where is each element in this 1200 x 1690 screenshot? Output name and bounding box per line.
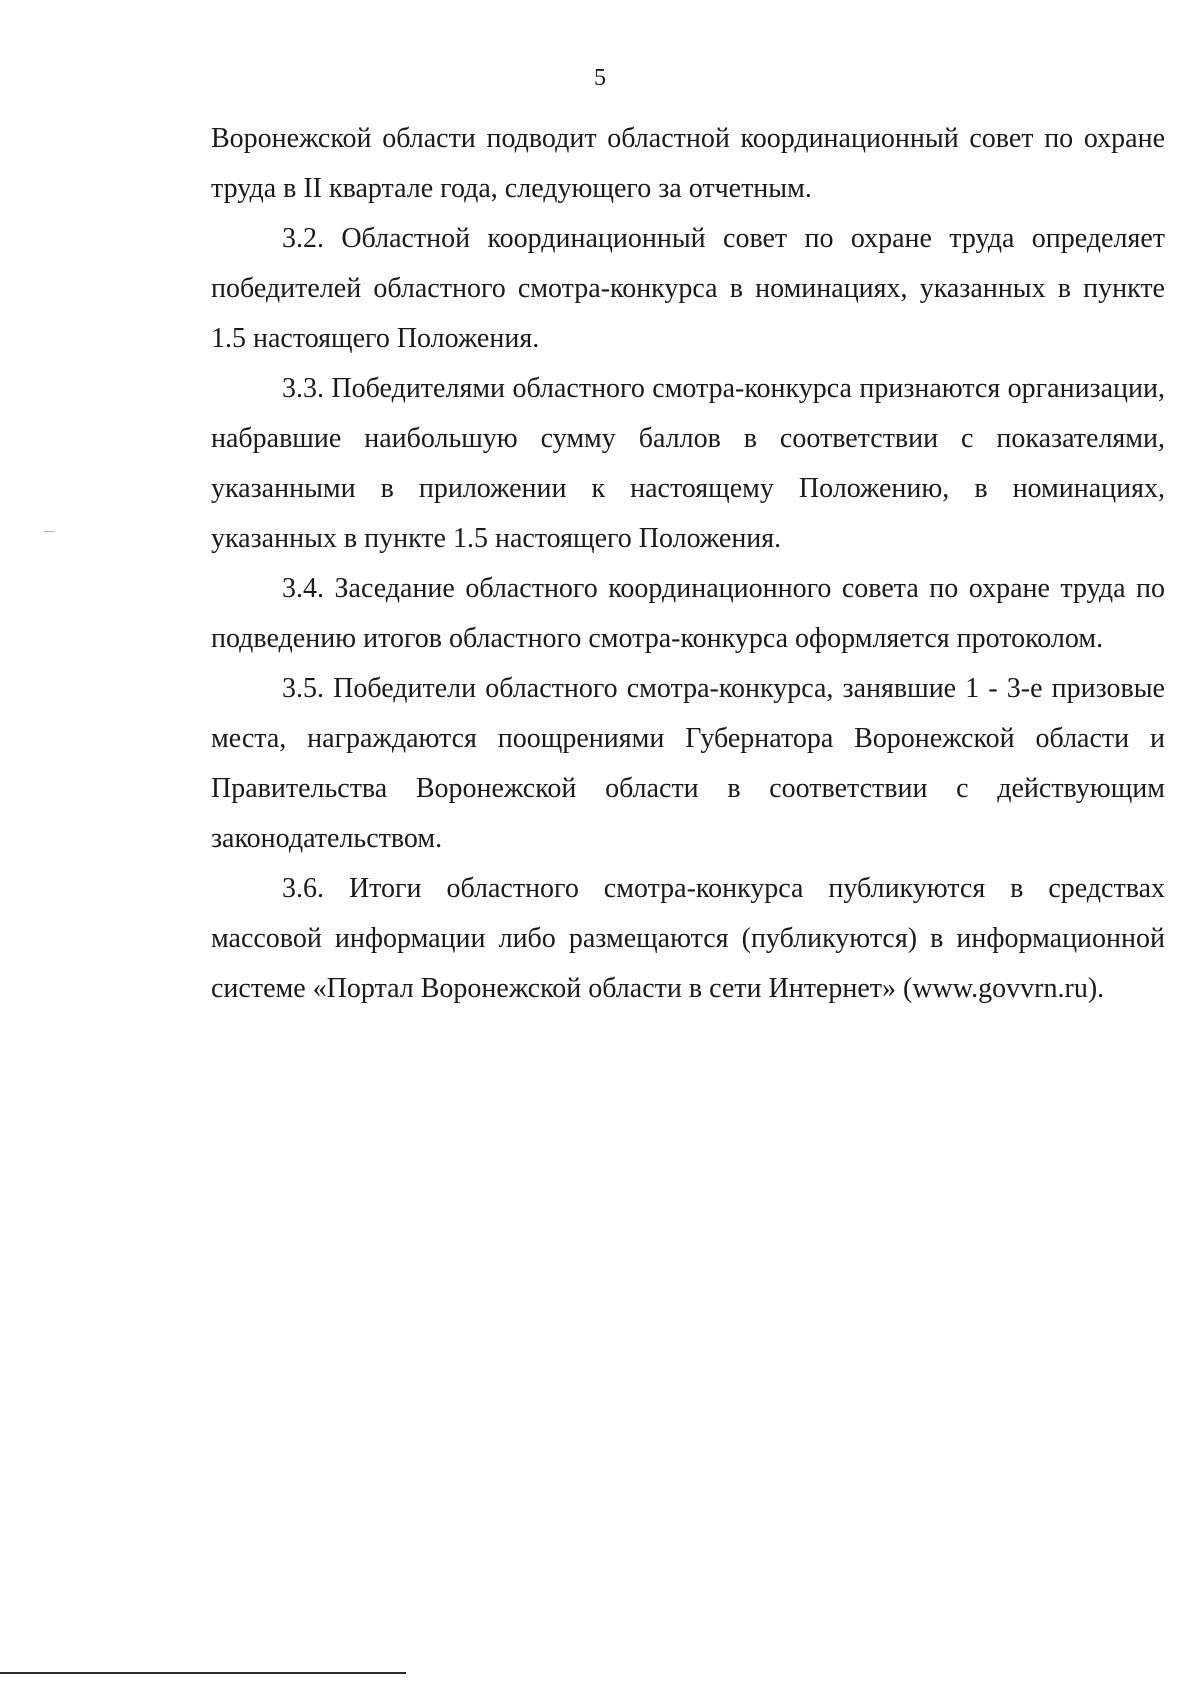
page-number: 5: [594, 65, 606, 91]
document-body: [211, 114, 1165, 1014]
scan-margin-mark: [44, 531, 54, 532]
paragraph-continuation: Воронежской области подводит областной координационный совет по охране труда в II квартале года, следующего за отчетным.: [211, 123, 1165, 204]
paragraph-3-3: 3.3. Победителями областного смотра-конкурса признаются организации, набравшие наибольшую сумму баллов в соответствии с показателями, указанными в приложении к настоящему Положению, в номинациях, указанных в пункте 1.5 настоящего Положения.: [211, 373, 1165, 554]
paragraph-3-5: 3.5. Победители областного смотра-конкурса, занявшие 1 - 3-е призовые места, награждаются поощрениями Губернатора Воронежской области и Правительства Воронежской области в соответствии с действующим законодательством.: [211, 673, 1165, 854]
paragraph-3-2: 3.2. Областной координационный совет по охране труда определяет победителей областного смотра-конкурса в номинациях, указанных в пункте 1.5 настоящего Положения.: [211, 223, 1165, 354]
paragraph-3-6: 3.6. Итоги областного смотра-конкурса публикуются в средствах массовой информации либо размещаются (публикуются) в информационной системе «Портал Воронежской области в сети Интернет» (www.govvrn.ru).: [211, 873, 1165, 1004]
paragraph-3-4: 3.4. Заседание областного координационного совета по охране труда по подведению итогов областного смотра-конкурса оформляется протоколом.: [211, 573, 1165, 654]
bottom-rule-divider: [0, 1672, 406, 1674]
